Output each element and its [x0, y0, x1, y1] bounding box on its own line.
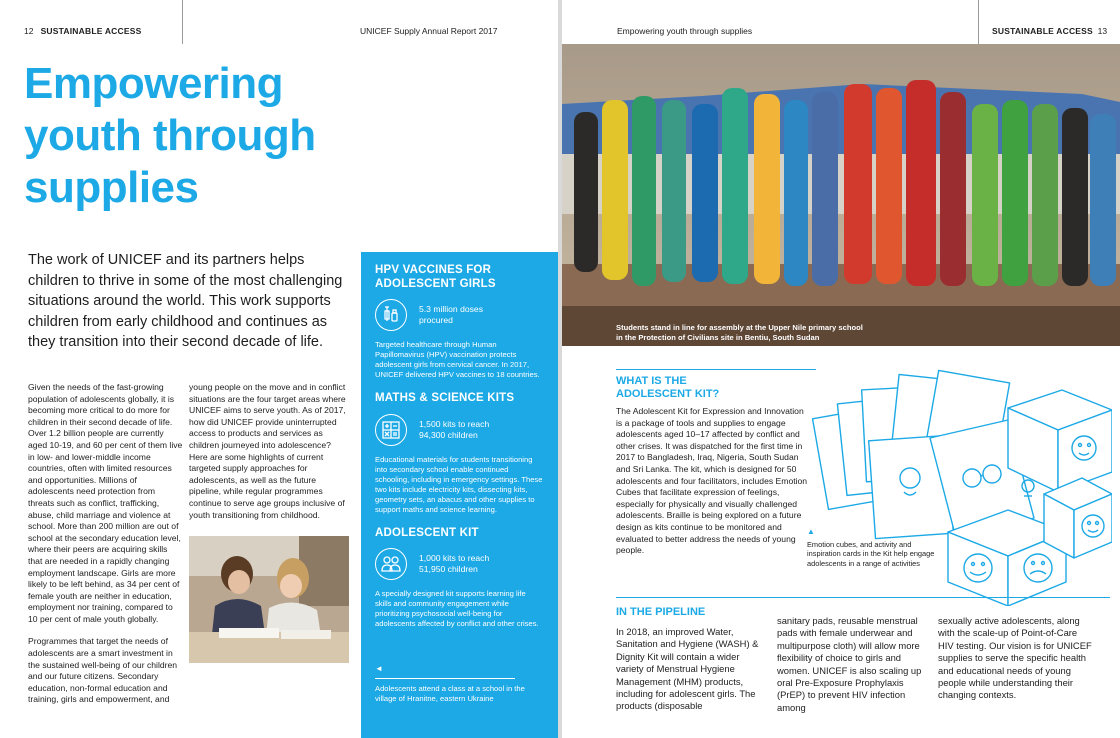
- title-line-2: youth through: [24, 111, 316, 160]
- classroom-photo: [189, 536, 349, 663]
- students-silhouettes: [574, 80, 1116, 286]
- left-section-label: SUSTAINABLE ACCESS: [40, 26, 142, 36]
- kit-heading-line-1: WHAT IS THE: [616, 375, 687, 387]
- people-icon: [375, 548, 407, 580]
- stat-unit: 94,300 children: [419, 429, 478, 440]
- stat-unit: procured: [419, 315, 453, 325]
- title-line-3: supplies: [24, 163, 199, 212]
- body-paragraph: Given the needs of the fast-growing population of adolescents globally, it is becoming more critical to do more for children in their second decade of life. Over 1.2 billion people are currently aged 10-19, and 60 per cent of them live in low- and lower-middle income countries, often with limited resources and opportunities. Millions of adolescents need protection from threats such as conflict, trafficking, abuse, child marriage and violence at school. More than 200 million are out of school at the secondary education level, where their peers are acquiring skills that are needed in a rapidly changing employment landscape. Girls are more likely to be left behind, as 34 per cent of female youth are neither in education, employment nor training, compared to 10 per cent of male youth globally.: [28, 382, 183, 624]
- page-title: [24, 58, 364, 214]
- left-running-header: [24, 26, 141, 36]
- pipeline-column-2: sanitary pads, reusable menstrual pads with female underwear and multipurpose cloth) will allow more flexibility of choice to girls and women. UNICEF is also scaling up oral Pre-Exposure Prophylaxis (PrEP) to prevent HIV infection among: [777, 615, 922, 713]
- right-running-title: Empowering youth through supplies: [617, 26, 753, 36]
- right-section-label: SUSTAINABLE ACCESS: [992, 26, 1093, 36]
- stat-value: 1,500 kits to reach: [419, 418, 490, 429]
- photo-caption-text: Adolescents attend a class at a school in the village of Hranitne, eastern Ukraine: [375, 684, 525, 703]
- left-page-number: 12: [24, 26, 34, 36]
- sidebar-section-hpv: [375, 264, 544, 380]
- title-line-1: Empowering: [24, 59, 284, 108]
- sidebar-section-kit: [375, 527, 544, 630]
- body-paragraph: Programmes that target the needs of adolescents are a smart investment in the sustained well-being of our children and our future citizens. Secondary education, non-formal education and training, girls and empowerment, and: [28, 636, 178, 705]
- sidebar-heading: HPV VACCINES FOR ADOLESCENT GIRLS: [375, 264, 496, 290]
- body-column-1: [28, 382, 183, 706]
- stat-value: 1,000 kits to reach: [419, 553, 490, 563]
- sidebar-stat: [375, 414, 544, 446]
- sidebar-stat: [375, 548, 544, 580]
- kit-body: The Adolescent Kit for Expression and Innovation is a package of tools and supplies to engage adolescents aged 10–17 affected by conflict and other crises. It was dispatched for the first time in 2017 to Bangladesh, Iraq, Nigeria, South Sudan and Sri Lanka. The kit, which is designed for 50 adolescents and four facilitators, includes Emotion Cubes that facilitate expression of feelings, especially for physically and visually challenged adolescents. Braille is being explored on a future design as kits continue to be monitored and evaluated to better address the needs of young people.: [616, 406, 808, 556]
- header-divider: [978, 0, 979, 44]
- caption-rule: [375, 678, 515, 679]
- kit-heading: [616, 375, 719, 401]
- body-paragraph: young people on the move and in conflict situations are the four target areas where UNICEF aims to serve youth. As of 2017, how did UNICEF provide uninterrupted access to products and services as children journeyed into adolescence? Here are some highlights of current targeted supply approaches for adolescents, as well as the future pipeline, while regular programmes continue to serve age groups inclusive of youth transitioning from childhood.: [189, 382, 346, 520]
- kit-caption-text: Emotion cubes, and activity and inspiration cards in the Kit help engage adolescents in a range of activities: [807, 539, 935, 568]
- left-page: [0, 0, 558, 738]
- right-running-header: [992, 26, 1107, 36]
- sidebar-description: A specially designed kit supports learning life skills and community engagement while prioritizing psychosocial well-being for adolescents affected by conflict and other crises.: [375, 589, 539, 628]
- emotion-cubes-illustration: [812, 368, 1112, 606]
- body-column-2: [189, 382, 349, 521]
- stat-value: 5.3 million doses: [419, 304, 484, 314]
- calculator-icon: [375, 414, 407, 446]
- right-page-number: 13: [1097, 26, 1108, 36]
- hero-photo: [562, 44, 1120, 346]
- sidebar-heading: MATHS & SCIENCE KITS: [375, 392, 515, 404]
- pipeline-heading: IN THE PIPELINE: [616, 606, 706, 618]
- report-title: UNICEF Supply Annual Report 2017: [360, 26, 498, 36]
- right-page: [562, 0, 1120, 738]
- caption-pointer-icon: ▲: [807, 527, 815, 536]
- kit-caption: [807, 527, 937, 568]
- photo-caption: [375, 664, 545, 704]
- header-divider: [182, 0, 183, 44]
- lede-paragraph: The work of UNICEF and its partners helps children to thrive in some of the most challenging situations around the world. This work supports children from early childhood and continues as they transition into their second decade of life.: [28, 252, 343, 350]
- hero-caption: Students stand in line for assembly at the Upper Nile primary school in the Protection of Civilians site in Bentiu, South Sudan: [616, 323, 863, 342]
- section-rule: [616, 597, 1110, 598]
- pipeline-column-3: sexually active adolescents, along with the scale-up of Point-of-Care HIV testing. Our vision is for UNICEF supplies to serve the specific health and educational needs of young people while understanding their changing contexts.: [938, 615, 1092, 701]
- stat-unit: 51,950 children: [419, 564, 478, 574]
- sidebar-stat: [375, 299, 544, 331]
- sidebar-description: Targeted healthcare through Human Papillomavirus (HPV) vaccination protects adolescent girls from cervical cancer. In 2017, UNICEF delivered HPV vaccines to 18 countries.: [375, 340, 540, 379]
- sidebar-heading: ADOLESCENT KIT: [375, 526, 479, 539]
- section-rule: [616, 369, 816, 370]
- pipeline-column-1: In 2018, an improved Water, Sanitation and Hygiene (WASH) & Dignity Kit will contain a wider variety of Menstrual Hygiene Management (MHM) products, including for adolescent girls. The products (disposable: [616, 626, 759, 712]
- syringe-vial-icon: [375, 299, 407, 331]
- sidebar-section-maths: [375, 392, 544, 515]
- sidebar-description: Educational materials for students transitioning into secondary school enable continued schooling, including in emergency settings. These two kits include electricity kits, dissecting kits, geometry sets, an abacus and other supplies to support maths and science learning.: [375, 454, 543, 514]
- caption-pointer-icon: ◄: [375, 664, 383, 673]
- kit-heading-line-2: ADOLESCENT KIT?: [616, 388, 720, 400]
- info-sidebar: [361, 252, 558, 738]
